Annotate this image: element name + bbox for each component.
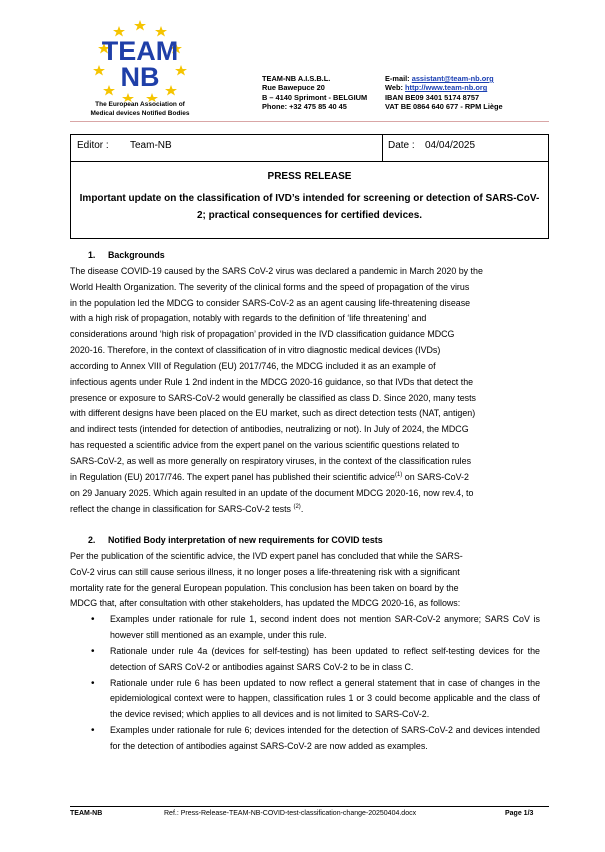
section-title: Notified Body interpretation of new requirements for COVID tests <box>108 535 383 545</box>
address-block <box>262 74 367 112</box>
iban: IBAN BE09 3401 5174 8757 <box>385 92 480 102</box>
footnote-ref-1: (1) <box>394 471 403 478</box>
text-line: with a high risk of propagation, notably with regards to the definition of ‘life threatening’ and <box>70 313 427 324</box>
list-item: • Rationale under rule 4a (devices for self-testing) has been updated to reflect self-testing devices for the detection of SARS CoV-2 or antibodies against SARS CoV-2 to be in class C. <box>70 644 540 676</box>
list-item: • Examples under rationale for rule 1, second indent does not mention SAR-CoV-2 anymore; SARS CoV is however still mentioned as an example, under this rule. <box>70 612 540 644</box>
cell-divider <box>382 135 383 161</box>
web-line <box>385 83 503 92</box>
editor-date-row <box>70 134 549 162</box>
section-number: 1. <box>88 250 96 260</box>
section-heading <box>70 533 540 549</box>
section-number: 2. <box>88 535 96 545</box>
text-line: considerations around ‘high risk of propagation’ provided in the IVD classification guidance MDCG <box>70 329 455 340</box>
text-line: CoV-2 virus can still cause serious illness, it no longer poses a life-threatening risk with a significant <box>70 566 460 577</box>
update-list <box>70 612 540 755</box>
section-backgrounds <box>70 248 540 517</box>
title-box <box>70 161 549 239</box>
header-divider <box>70 121 549 122</box>
press-release-label: PRESS RELEASE <box>267 171 352 182</box>
logo-team-text: TEAM <box>101 36 179 66</box>
address-line: Phone: +32 475 85 40 45 <box>262 102 347 112</box>
text-line: World Health Organization. The severity of the clinical forms and the speed of propagation of the virus <box>70 281 470 292</box>
text-fragment: . <box>300 503 304 514</box>
interpretation-intro <box>70 549 540 612</box>
logo-graphic <box>80 18 200 102</box>
text-line: The disease COVID-19 caused by the SARS CoV-2 virus was declared a pandemic in March 2020 by the <box>70 265 483 276</box>
email-label: E-mail: <box>385 74 412 83</box>
tagline-line-2: Medical devices Notified Bodies <box>90 109 190 117</box>
editor-value: Team-NB <box>130 140 172 151</box>
vat: VAT BE 0864 640 677 - RPM Liège <box>385 102 503 112</box>
footer-divider <box>70 806 549 807</box>
text-line <box>70 502 540 518</box>
text-fragment: in Regulation (EU) 2017/746. The expert panel has published their scientific advice <box>70 471 395 482</box>
text-line <box>70 470 540 486</box>
editor-label: Editor : <box>77 140 109 151</box>
logo-nb-text: NB <box>120 62 160 92</box>
text-line: 2020-16. Therefore, in the context of classification of in vitro diagnostic medical devices (IVDs) <box>70 345 441 356</box>
address-line: B – 4140 Sprimont - BELGIUM <box>262 92 368 102</box>
email-line <box>385 74 503 83</box>
backgrounds-paragraph <box>70 264 540 518</box>
contact-block <box>385 74 503 112</box>
web-link[interactable]: http://www.team-nb.org <box>404 83 488 93</box>
section-heading <box>70 248 540 264</box>
text-line: Per the publication of the scientific advice, the IVD expert panel has concluded that while the SARS- <box>70 550 463 561</box>
page-title: Important update on the classification of IVD’s intended for screening or detection of SARS-CoV-2; practical consequences for certified devices. <box>79 193 540 221</box>
section-title: Backgrounds <box>108 250 165 260</box>
text-fragment: reflect the change in classification for SARS-CoV-2 tests <box>70 503 291 514</box>
text-fragment: on SARS-CoV-2 <box>402 471 469 482</box>
web-label: Web: <box>385 83 405 93</box>
footer-org: TEAM-NB <box>70 810 103 817</box>
text-line: SARS-CoV-2, as well as more generally on respiratory viruses, in the context of the classification rules <box>70 455 472 466</box>
text-line: infectious agents under Rule 1 2nd indent in the MDCG 2020-16 guidance, so that IVDs that detect the <box>70 376 474 387</box>
footer-ref: Ref.: Press-Release-TEAM-NB-COVID-test-classification-change-20250404.docx <box>164 810 417 817</box>
date-value: 04/04/2025 <box>425 140 476 151</box>
list-item: • Examples under rationale for rule 6; devices intended for the detection of SARS-CoV-2 and devices intended for the detection of antibodies against SARS-CoV-2 are now added as examples. <box>70 723 540 755</box>
text-line: presence or exposure to SARS-CoV-2 would generally be classified as class D. Since 2020, many tests <box>70 392 476 403</box>
address-line: Rue Bawepuce 20 <box>262 83 325 93</box>
address-line: TEAM-NB A.I.S.B.L. <box>262 74 331 83</box>
text-line: according to Annex VIII of Regulation (EU) 2017/746, the MDCG included it as an example of <box>70 360 436 371</box>
text-line: on 29 January 2025. Which again resulted in an update of the document MDCG 2020-16, now rev.4, to <box>70 487 474 498</box>
footer-page-number: Page 1/3 <box>505 810 534 817</box>
logo-tagline <box>60 101 220 118</box>
tagline-line-1: The European Association of <box>95 101 185 108</box>
text-line: MDCG that, after consultation with other stakeholders, has updated the MDCG 2020-16, as follows: <box>70 598 461 609</box>
section-nb-interpretation <box>70 533 540 755</box>
list-item: • Rationale under rule 6 has been updated to now reflect a general statement that in case of changes in the epidemiological context were to happen, classification rules 1 or 3 could become applicable and the class of the device revised; which applies to all devices and is not limited to SARS-CoV-2. <box>70 676 540 724</box>
email-link[interactable]: assistant@team-nb.org <box>411 74 494 83</box>
text-line: with different designs have been placed on the EU market, such as direct detection tests (NAT, antigen) <box>70 408 476 419</box>
text-line: has requested a scientific advice from the expert panel on the various scientific questions related to <box>70 440 460 451</box>
text-line: mortality rate for the general European population. This conclusion has been taken on board by the <box>70 582 459 593</box>
text-line: and indirect tests (intended for detection of antibodies, neutralizing or not). In July of 2024, the MDCG <box>70 424 469 435</box>
footnote-ref-2: (2) <box>293 503 301 510</box>
date-label: Date : <box>388 140 415 151</box>
text-line: in the population led the MDCG to consider SARS-CoV-2 as an agent causing life-threatening disease <box>70 297 471 308</box>
